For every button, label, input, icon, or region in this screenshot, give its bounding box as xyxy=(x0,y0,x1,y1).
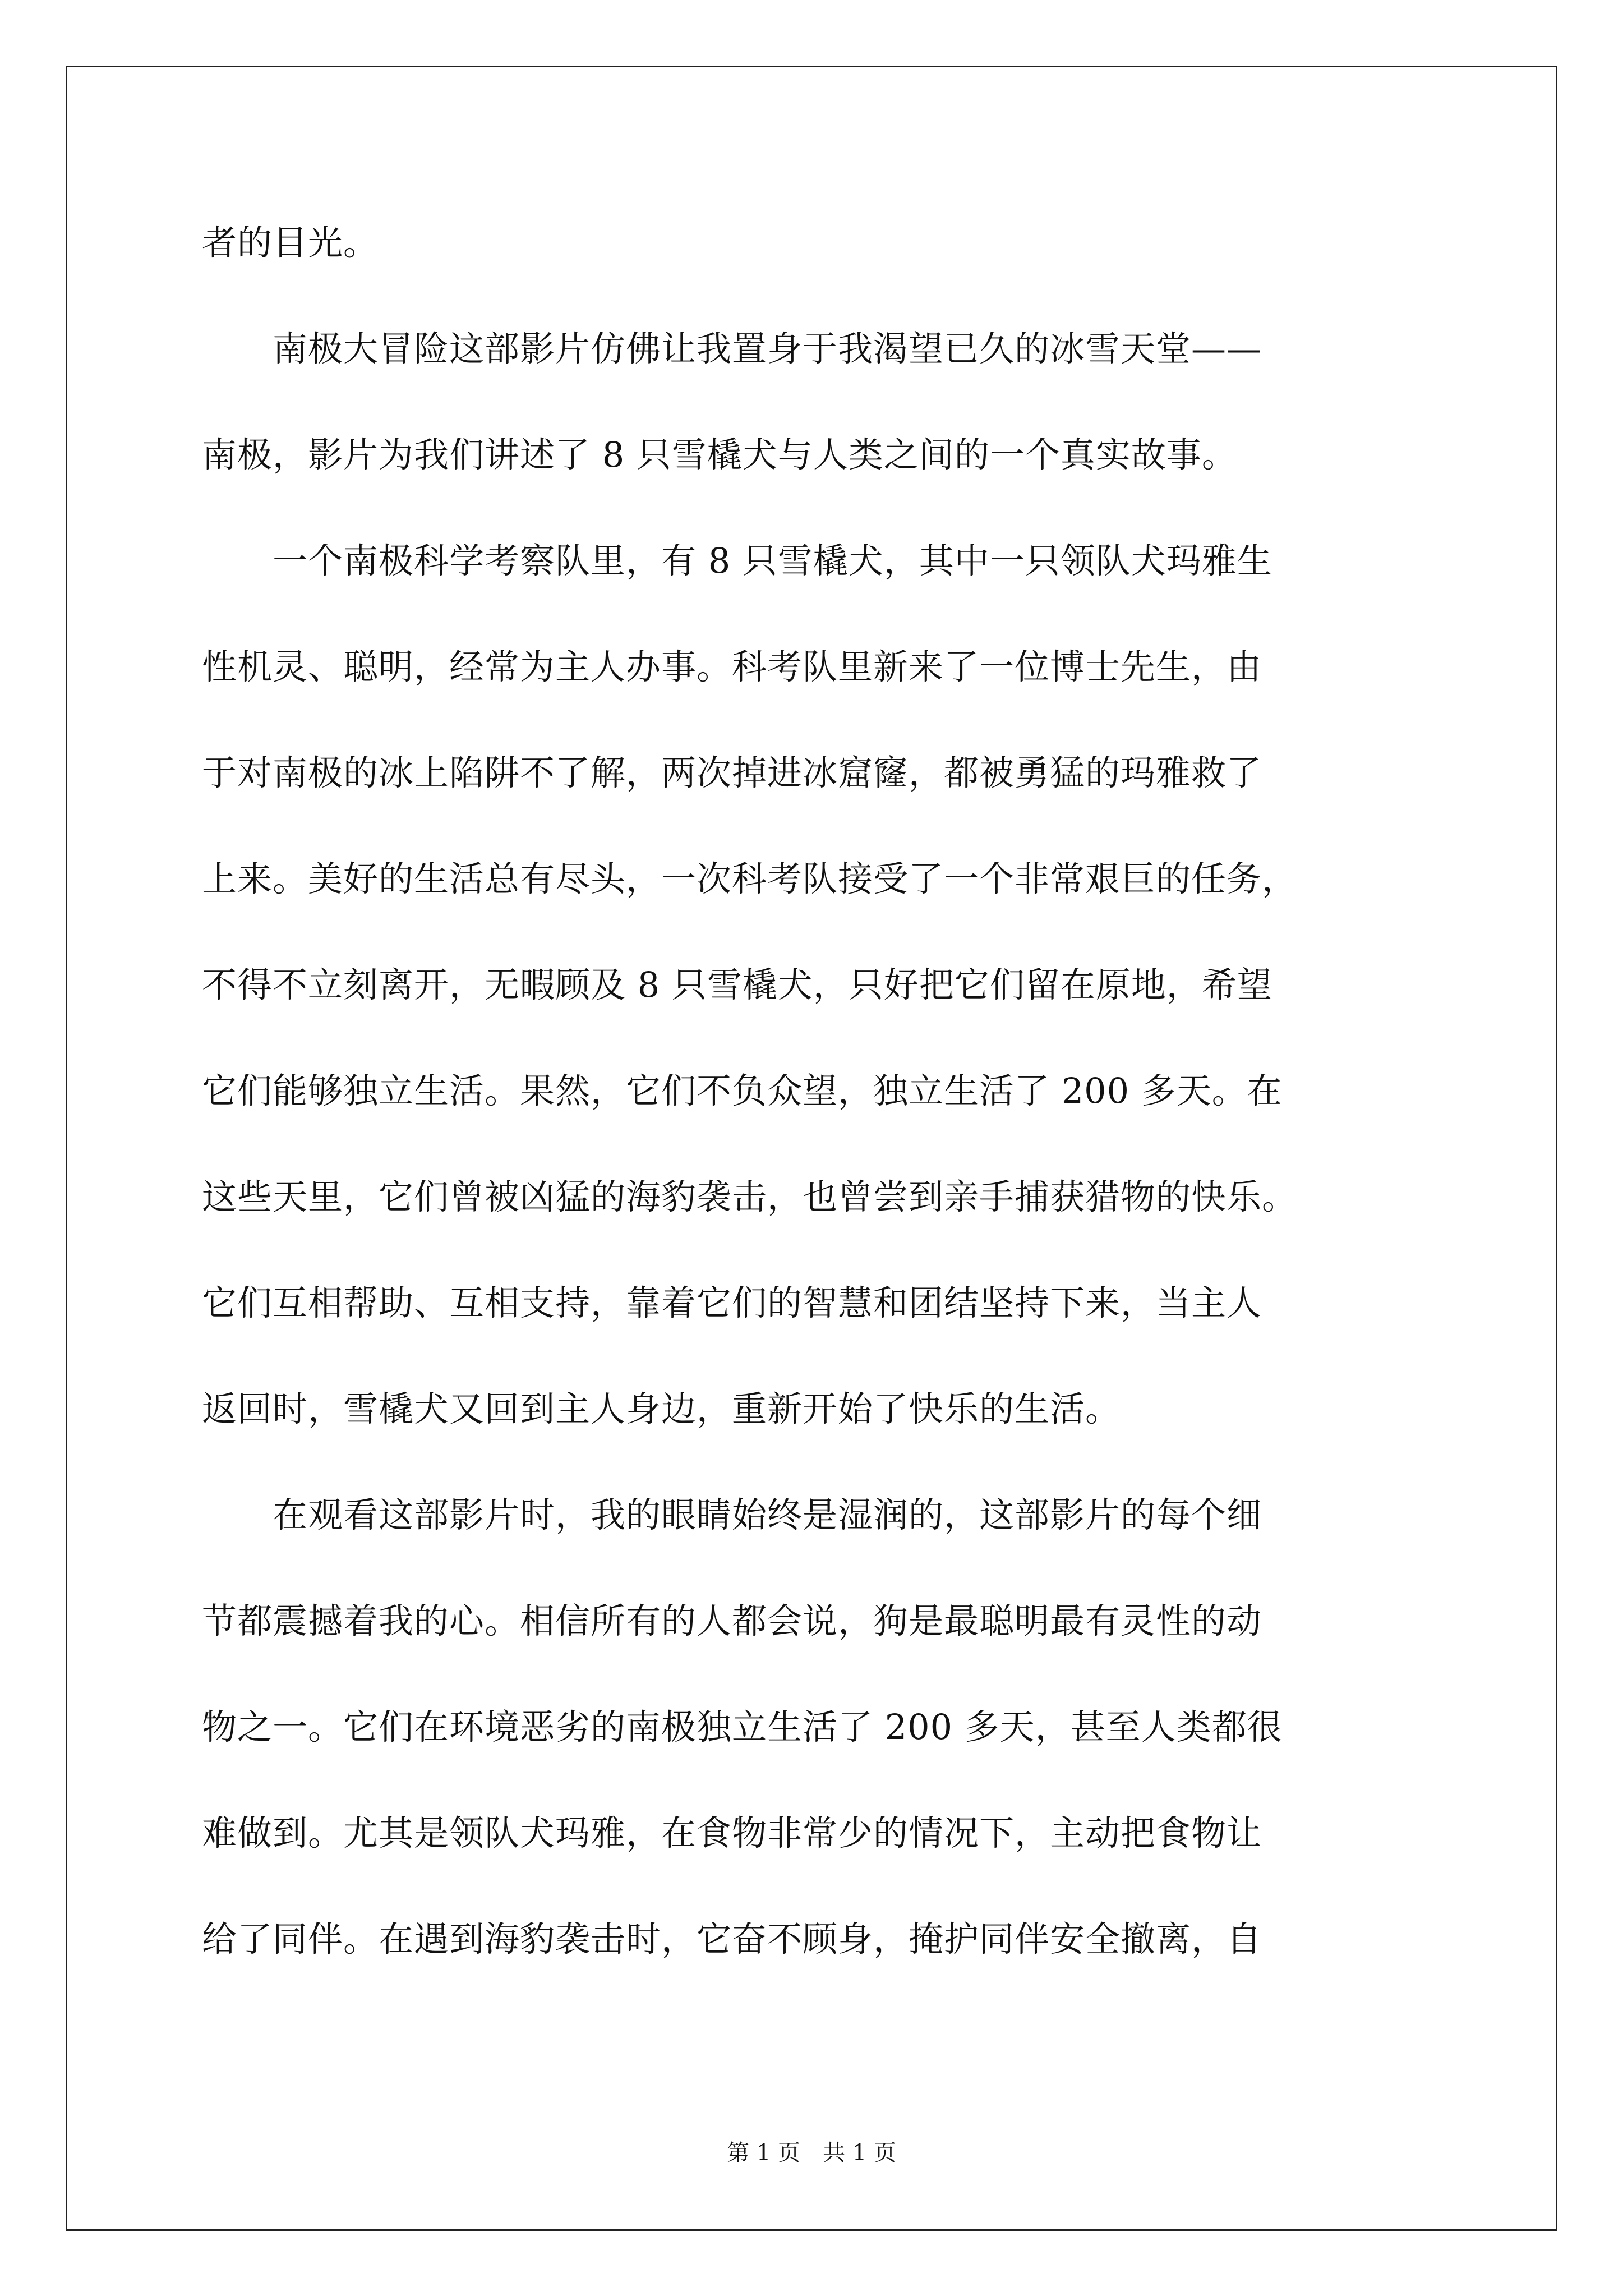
text-line: 在观看这部影片时，我的眼睛始终是湿润的，这部影片的每个细 xyxy=(202,1494,1262,1535)
text-line: 难做到。尤其是领队犬玛雅，在食物非常少的情况下，主动把食物让 xyxy=(202,1812,1262,1853)
text-line: 这些天里，它们曾被凶猛的海豹袭击，也曾尝到亲手捕获猎物的快乐。 xyxy=(202,1176,1298,1217)
text-line: 于对南极的冰上陷阱不了解，两次掉进冰窟窿，都被勇猛的玛雅救了 xyxy=(202,752,1262,793)
text-line: 者的目光。 xyxy=(202,222,379,263)
page-number-footer: 第 1 页 共 1 页 xyxy=(727,2140,896,2166)
text-line: 南极，影片为我们讲述了 8 只雪橇犬与人类之间的一个真实故事。 xyxy=(202,434,1237,475)
text-line: 返回时，雪橇犬又回到主人身边，重新开始了快乐的生活。 xyxy=(202,1388,1121,1429)
document-body xyxy=(202,215,1424,2017)
text-line: 给了同伴。在遇到海豹袭击时，它奋不顾身，掩护同伴安全撤离，自 xyxy=(202,1918,1262,1959)
text-line: 物之一。它们在环境恶劣的南极独立生活了 200 多天，甚至人类都很 xyxy=(202,1706,1283,1747)
text-line: 上来。美好的生活总有尽头，一次科考队接受了一个非常艰巨的任务， xyxy=(202,858,1298,899)
text-line: 南极大冒险这部影片仿佛让我置身于我渴望已久的冰雪天堂—— xyxy=(202,328,1262,369)
text-line: 一个南极科学考察队里，有 8 只雪橇犬，其中一只领队犬玛雅生 xyxy=(202,540,1272,581)
text-line: 性机灵、聪明，经常为主人办事。科考队里新来了一位博士先生，由 xyxy=(202,646,1262,687)
text-line: 它们互相帮助、互相支持，靠着它们的智慧和团结坚持下来，当主人 xyxy=(202,1282,1262,1323)
text-line: 不得不立刻离开，无暇顾及 8 只雪橇犬，只好把它们留在原地，希望 xyxy=(202,964,1272,1005)
text-line: 它们能够独立生活。果然，它们不负众望，独立生活了 200 多天。在 xyxy=(202,1070,1283,1111)
text-line: 节都震撼着我的心。相信所有的人都会说，狗是最聪明最有灵性的动 xyxy=(202,1600,1262,1641)
